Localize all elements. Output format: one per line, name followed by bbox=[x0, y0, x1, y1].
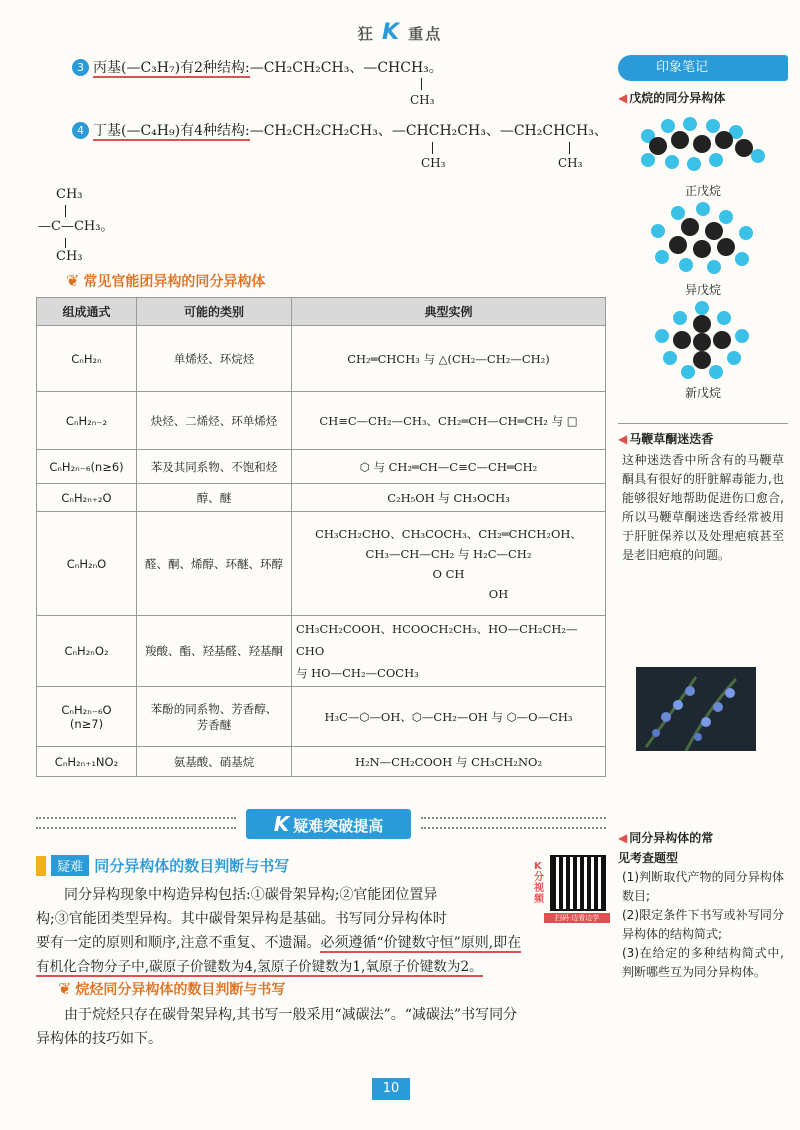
example-line: CH₃CH₂COOH、HCOOCH₂CH₃、HO—CH₂CH₂—CHO bbox=[296, 622, 578, 658]
cell-classes: 炔烃、二烯烃、环单烯烃 bbox=[137, 392, 292, 450]
cell-formula: CₙH₂ₙ bbox=[37, 326, 137, 392]
rosemary-text: 这种迷迭香中所含有的马鞭草酮具有很好的肝脏解毒能力,也能够很好地帮助促进伤口愈合,所以马鞭草酮迷迭香经常被用于肝脏保养以及处理疤痕甚至是老旧疤痕的问题。 bbox=[622, 453, 784, 562]
header-title-a: 狂 bbox=[357, 25, 375, 43]
classes-line: 苯酚的同系物、芳香醇、 bbox=[150, 701, 278, 716]
cell-example bbox=[292, 512, 606, 616]
col-header-formula: 组成通式 bbox=[37, 298, 137, 326]
table-row bbox=[37, 616, 606, 687]
example-line: O CH bbox=[432, 566, 465, 581]
classes-line: 芳香醚 bbox=[196, 717, 232, 732]
formula-line: (n≥7) bbox=[69, 716, 104, 731]
cell-formula: CₙH₂ₙO bbox=[37, 512, 137, 616]
cell-formula: CₙH₂ₙ₋₆(n≥6) bbox=[37, 450, 137, 484]
cell-classes: 苯及其同系物、不饱和烃 bbox=[137, 450, 292, 484]
n-pentane-model bbox=[618, 106, 788, 178]
propyl-text: 丙基(—C₃H₇)有2种结构: bbox=[93, 60, 250, 76]
butyl-item bbox=[36, 110, 611, 172]
butyl-struct-3: —CH₂CHCH₃ bbox=[499, 123, 594, 139]
butyl-struct-1: —CH₂CH₂CH₂CH₃、 bbox=[249, 123, 392, 139]
exam-title-b: 见考查题型 bbox=[618, 851, 679, 865]
qr-caption: 扫码·边看边学 bbox=[544, 913, 610, 923]
tbutyl-end: 。 bbox=[100, 219, 114, 234]
qr-code-icon bbox=[550, 855, 606, 911]
header-k-logo: K bbox=[381, 20, 402, 45]
header-title-b: 重点 bbox=[408, 25, 443, 43]
qr-block[interactable] bbox=[534, 855, 609, 925]
rosemary-note bbox=[618, 423, 788, 751]
col-header-example: 典型实例 bbox=[292, 298, 606, 326]
exam-text-3: (3)在给定的多种结构简式中,判断哪些互为同分异构体。 bbox=[622, 946, 784, 979]
k-logo-icon: K bbox=[273, 812, 290, 836]
cell-example: H₂N—CH₂COOH 与 CH₃CH₂NO₂ bbox=[292, 747, 606, 777]
banner-dots-right bbox=[421, 817, 606, 829]
tbutyl-mid: —C—CH₃ bbox=[38, 219, 101, 234]
paragraph-1b: 构;③官能团类型异构。其中碳骨架异构是基础。书写同分异构体时 bbox=[36, 911, 447, 927]
neopentane-model bbox=[618, 298, 788, 380]
cell-classes: 羧酸、酯、羟基醛、羟基酮 bbox=[137, 616, 292, 687]
side-column bbox=[618, 55, 788, 751]
butyl-sep-1: 、 bbox=[485, 123, 500, 139]
banner-title-text: 疑难突破提高 bbox=[293, 817, 384, 835]
butyl-text: 丁基(—C₄H₉)有4种结构: bbox=[93, 123, 250, 139]
table-section-title-text: 常见官能团异构的同分异构体 bbox=[83, 274, 266, 290]
example-line: 与 HO—CH₂—COCH₃ bbox=[296, 666, 419, 680]
cell-formula: CₙH₂ₙ₊₁NO₂ bbox=[37, 747, 137, 777]
paragraph-1d: 必须遵循“价键数守恒”原则,即在 bbox=[320, 935, 522, 951]
mol-name-3: 新戊烷 bbox=[684, 386, 721, 400]
table-section-title bbox=[66, 271, 611, 295]
cell-formula: CₙH₂ₙ₊₂O bbox=[37, 484, 137, 512]
table-row bbox=[37, 687, 606, 747]
butyl-branch-2: CH₃ bbox=[421, 156, 446, 170]
example-line: CH₃CH₂CHO、CH₃COCH₃、CH₂═CHCH₂OH、 bbox=[315, 526, 582, 541]
cell-example: C₂H₅OH 与 CH₃OCH₃ bbox=[292, 484, 606, 512]
cell-example: ⬡ 与 CH₂═CH—C≡C—CH═CH₂ bbox=[292, 450, 606, 484]
exam-title-a: 同分异构体的常 bbox=[629, 831, 714, 845]
note-header-text: 印象笔记 bbox=[656, 60, 709, 75]
cell-formula bbox=[37, 687, 137, 747]
cell-example: CH₂═CHCH₃ 与 △(CH₂—CH₂—CH₂) bbox=[292, 326, 606, 392]
table-row bbox=[37, 747, 606, 777]
paragraph-1c: 要有一定的原则和顺序,注意不重复、不遗漏。 bbox=[36, 935, 321, 951]
cell-formula: CₙH₂ₙ₋₂ bbox=[37, 392, 137, 450]
tbutyl-bottom: CH₃ bbox=[56, 249, 83, 264]
paragraph-2a: 由于烷烃只存在碳骨架异构,其书写一般采用“减碳法”。“减碳法”书写同分 bbox=[64, 1007, 518, 1023]
propyl-struct-2: —CHCH₃ bbox=[363, 60, 429, 76]
item-number-4: 4 bbox=[72, 122, 89, 139]
propyl-item bbox=[36, 55, 611, 110]
cell-classes: 醛、酮、烯醇、环醚、环醇 bbox=[137, 512, 292, 616]
alkane-subtitle bbox=[58, 979, 611, 1003]
exam-text-2: (2)限定条件下书写或补写同分异构体的结构简式; bbox=[622, 908, 784, 941]
item-number-3: 3 bbox=[72, 59, 89, 76]
cell-formula: CₙH₂ₙO₂ bbox=[37, 616, 137, 687]
table-row bbox=[37, 484, 606, 512]
page-number: 10 bbox=[372, 1078, 410, 1100]
page-header bbox=[0, 20, 800, 45]
main-column bbox=[36, 55, 611, 777]
example-line: CH₃—CH—CH₂ 与 H₂C—CH₂ bbox=[365, 546, 532, 561]
propyl-end: 。 bbox=[428, 60, 443, 76]
table-row bbox=[37, 450, 606, 484]
difficulty-section bbox=[36, 855, 611, 1051]
paragraph-1e: 有机化合物分子中,碳原子价键数为4,氢原子价键数为1,氧原子价键数为2。 bbox=[36, 959, 483, 975]
triangle-icon: ◀ bbox=[618, 831, 628, 845]
table-row bbox=[37, 326, 606, 392]
book-icon bbox=[36, 856, 46, 876]
triangle-icon: ◀ bbox=[618, 91, 628, 105]
example-line: OH bbox=[488, 586, 509, 601]
cell-classes: 醇、醚 bbox=[137, 484, 292, 512]
pentane-title: 戊烷的同分异构体 bbox=[629, 91, 726, 105]
cell-example: H₃C—⬡—OH、⬡—CH₂—OH 与 ⬡—O—CH₃ bbox=[292, 687, 606, 747]
isomer-table bbox=[36, 297, 606, 777]
difficulty-heading bbox=[36, 855, 611, 883]
propyl-struct-1: —CH₂CH₂CH₃、 bbox=[249, 60, 364, 76]
section-banner bbox=[36, 805, 606, 845]
cell-classes bbox=[137, 687, 292, 747]
propyl-branch: CH₃ bbox=[410, 93, 435, 107]
table-header-row bbox=[37, 298, 606, 326]
tbutyl-structure bbox=[36, 172, 611, 267]
difficulty-tag: 疑难 bbox=[51, 855, 89, 876]
isopentane-model bbox=[618, 199, 788, 277]
cell-example: CH≡C—CH₂—CH₃、CH₂═CH—CH═CH₂ 与 □ bbox=[292, 392, 606, 450]
banner-dots-left bbox=[36, 817, 236, 829]
banner-title bbox=[246, 809, 411, 839]
exam-note bbox=[618, 828, 788, 982]
difficulty-title: 同分异构体的数目判断与书写 bbox=[94, 857, 290, 875]
qr-label: K分视频 bbox=[534, 861, 544, 905]
alkane-subtitle-text: 烷烃同分异构体的数目判断与书写 bbox=[75, 982, 286, 998]
formula-line: CₙH₂ₙ₋₆O bbox=[61, 702, 112, 717]
cell-classes: 氨基酸、硝基烷 bbox=[137, 747, 292, 777]
note-header bbox=[618, 55, 788, 81]
cell-classes: 单烯烃、环烷烃 bbox=[137, 326, 292, 392]
butyl-branch-3: CH₃ bbox=[558, 156, 583, 170]
butyl-struct-2: —CHCH₂CH₃ bbox=[391, 123, 486, 139]
paragraph-1a: 同分异构现象中构造异构包括:①碳骨架异构;②官能团位置异 bbox=[64, 887, 438, 903]
rosemary-title: 马鞭草酮迷迭香 bbox=[629, 432, 714, 446]
leaf-icon: ❦ bbox=[66, 271, 80, 290]
paragraph-2b: 异构体的技巧如下。 bbox=[36, 1031, 162, 1047]
exam-text-1: (1)判断取代产物的同分异构体数目; bbox=[622, 870, 784, 903]
col-header-classes: 可能的类别 bbox=[137, 298, 292, 326]
cell-example bbox=[292, 616, 606, 687]
rosemary-photo bbox=[636, 667, 756, 751]
table-row bbox=[37, 512, 606, 616]
tbutyl-top: CH₃ bbox=[56, 187, 83, 202]
triangle-icon: ◀ bbox=[618, 432, 628, 446]
leaf-icon: ❦ bbox=[58, 979, 72, 998]
table-row bbox=[37, 392, 606, 450]
mol-name-1: 正戊烷 bbox=[684, 184, 721, 198]
butyl-sep-2: 、 bbox=[593, 123, 608, 139]
mol-name-2: 异戊烷 bbox=[684, 283, 721, 297]
